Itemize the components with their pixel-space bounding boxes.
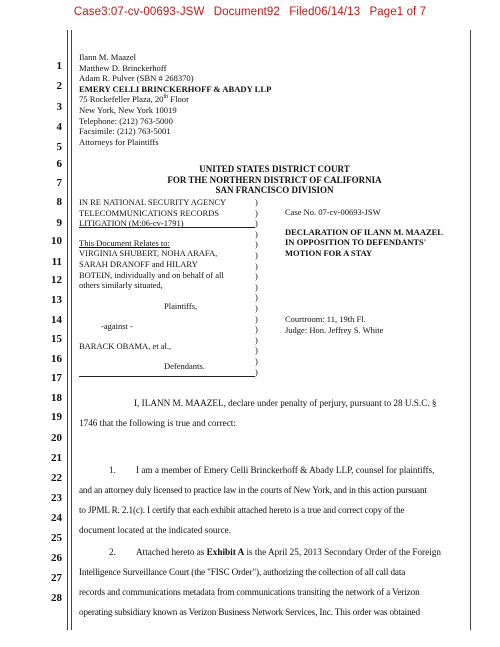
paragraph-number: 1. bbox=[109, 465, 116, 475]
attorney-caption bbox=[79, 52, 271, 147]
caption-parentheses: ) ) ) ) ) ) ) ) ) ) ) ) ) ) ) ) ) bbox=[255, 197, 258, 377]
line-number: 16 bbox=[51, 353, 62, 365]
paragraph-1 bbox=[79, 464, 467, 536]
paragraph-line: to JPML R. 2.1(c). I certify that each exhibit attached hereto is a true and correct copy of the bbox=[79, 505, 405, 515]
attorneys-for: Attorneys for Plaintiffs bbox=[79, 136, 159, 147]
defendants-label: Defendants. bbox=[164, 360, 205, 371]
plaintiff-line: others similarly situated, bbox=[79, 280, 163, 291]
paragraph-line: Intelligence Surveillance Court (the "FISC Order"), authorizing the collection of all call data bbox=[79, 567, 406, 577]
plaintiff-line: SARAH DRANOFF and HILARY bbox=[79, 258, 198, 269]
attorney-name: Adam R. Pulver (SBN # 268370) bbox=[79, 73, 194, 84]
intro-line: I, ILANN M. MAAZEL, declare under penalty of perjury, pursuant to 28 U.S.C. § bbox=[134, 398, 437, 408]
line-number: 5 bbox=[56, 141, 62, 153]
line-number: 15 bbox=[51, 333, 62, 345]
line-number: 24 bbox=[51, 512, 62, 524]
filing-header-stamp bbox=[0, 6, 500, 18]
caption-bottom-rule bbox=[79, 376, 255, 377]
plaintiff-line: BOTEIN, individually and on behalf of all bbox=[79, 269, 224, 280]
court-name: UNITED STATES DISTRICT COURT bbox=[199, 164, 350, 174]
left-margin-rule-inner bbox=[71, 30, 72, 630]
document-title-line: MOTION FOR A STAY bbox=[285, 247, 373, 258]
right-margin-rule bbox=[470, 30, 471, 630]
case-number: Case No. 07-cv-00693-JSW bbox=[285, 207, 381, 217]
line-number: 23 bbox=[51, 492, 62, 504]
line-number: 20 bbox=[51, 432, 62, 444]
line-number: 28 bbox=[51, 592, 62, 604]
line-number: 14 bbox=[51, 314, 62, 326]
caption-divider bbox=[79, 227, 255, 228]
document-number-stamp: Document92 bbox=[213, 6, 280, 18]
line-number: 13 bbox=[51, 294, 62, 306]
law-firm-name: EMERY CELLI BRINCKERHOFF & ABADY LLP bbox=[79, 83, 272, 94]
case-caption-info bbox=[285, 197, 470, 336]
page-count-stamp: Page1 of 7 bbox=[369, 6, 427, 18]
line-number: 8 bbox=[56, 196, 62, 208]
document-title-line: DECLARATION OF ILANN M. MAAZEL bbox=[285, 226, 443, 237]
case-caption-parties bbox=[79, 197, 259, 371]
line-number: 3 bbox=[56, 101, 62, 113]
paragraph-number: 2. bbox=[109, 547, 116, 557]
attorney-name: Matthew D. Brinckerhoff bbox=[79, 62, 167, 73]
line-number: 10 bbox=[51, 235, 62, 247]
paragraph-line: and an attorney duly licensed to practice law in the courts of New York, and in this action pursuant bbox=[79, 485, 427, 495]
line-number: 11 bbox=[51, 256, 62, 268]
court-district: FOR THE NORTHERN DISTRICT OF CALIFORNIA bbox=[167, 174, 382, 185]
caption-line: LITIGATION (M:06-cv-1791) bbox=[79, 218, 184, 229]
attorney-name: Ilann M. Maazel bbox=[79, 52, 137, 62]
declaration-intro bbox=[79, 397, 467, 429]
line-number: 6 bbox=[56, 158, 62, 170]
defendant-name: BARACK OBAMA, et al., bbox=[79, 340, 172, 351]
firm-address-line: 75 Rockefeller Plaza, 20th Floor bbox=[79, 94, 189, 105]
plaintiff-line: VIRGINIA SHUBERT, NOHA ARAFA, bbox=[79, 248, 218, 259]
intro-line: 1746 that the following is true and correct: bbox=[79, 418, 236, 428]
against-label: -against - bbox=[101, 321, 133, 332]
line-number: 18 bbox=[51, 392, 62, 404]
courtroom-info: Courtroom: 11, 19th Fl. bbox=[285, 314, 366, 325]
caption-line: IN RE NATIONAL SECURITY AGENCY bbox=[79, 197, 227, 207]
firm-facsimile: Facsimile: (212) 763-5001 bbox=[79, 126, 171, 137]
line-number: 12 bbox=[51, 274, 62, 286]
court-division: SAN FRANCISCO DIVISION bbox=[215, 185, 334, 195]
paragraph-2: 2. Attached hereto as Exhibit A is the April 25, 2013 Secondary Order of the Foreign Intelligence Surveillance Court (the "FISC Order"), authorizing the collection of all call data records and communications metadata from communications transiting the network of a Verizon operating subsidiary known as Verizon Business Network Services, Inc. This order was obtained bbox=[79, 546, 467, 618]
line-number: 19 bbox=[51, 411, 62, 423]
line-number: 4 bbox=[56, 121, 62, 133]
paragraph-line: operating subsidiary known as Verizon Business Network Services, Inc. This order was obtained bbox=[79, 607, 420, 617]
line-number: 1 bbox=[56, 60, 62, 72]
left-margin-rule-outer bbox=[67, 30, 68, 630]
line-number: 25 bbox=[51, 532, 62, 544]
exhibit-reference: Exhibit A bbox=[206, 547, 245, 557]
line-number: 26 bbox=[51, 552, 62, 564]
relates-to-heading: This Document Relates to: bbox=[79, 237, 170, 248]
judge-info: Judge: Hon. Jeffrey S. White bbox=[285, 324, 384, 335]
document-title-line: IN OPPOSITION TO DEFENDANTS' bbox=[285, 237, 427, 248]
paragraph-line: document located at the indicated source. bbox=[79, 525, 232, 535]
line-number: 2 bbox=[56, 80, 62, 92]
case-number-stamp: Case3:07-cv-00693-JSW bbox=[73, 6, 205, 18]
firm-address-city: New York, New York 10019 bbox=[79, 104, 177, 115]
paragraph-line: records and communications metadata from communications transiting the network of a Verizon bbox=[79, 587, 420, 597]
paragraph-line: I am a member of Emery Celli Brinckerhoff & Abady LLP, counsel for plaintiffs, bbox=[136, 465, 435, 475]
line-number: 17 bbox=[51, 372, 62, 384]
line-number: 27 bbox=[51, 572, 62, 584]
filed-date-stamp: Filed06/14/13 bbox=[289, 6, 361, 18]
line-number: 9 bbox=[56, 217, 62, 229]
plaintiffs-label: Plaintiffs, bbox=[164, 300, 198, 311]
line-number: 7 bbox=[56, 177, 62, 189]
line-number: 21 bbox=[51, 452, 62, 464]
line-number: 22 bbox=[51, 472, 62, 484]
caption-line: TELECOMMUNICATIONS RECORDS bbox=[79, 207, 220, 218]
firm-telephone: Telephone: (212) 763-5000 bbox=[79, 115, 173, 126]
court-title bbox=[79, 164, 470, 196]
